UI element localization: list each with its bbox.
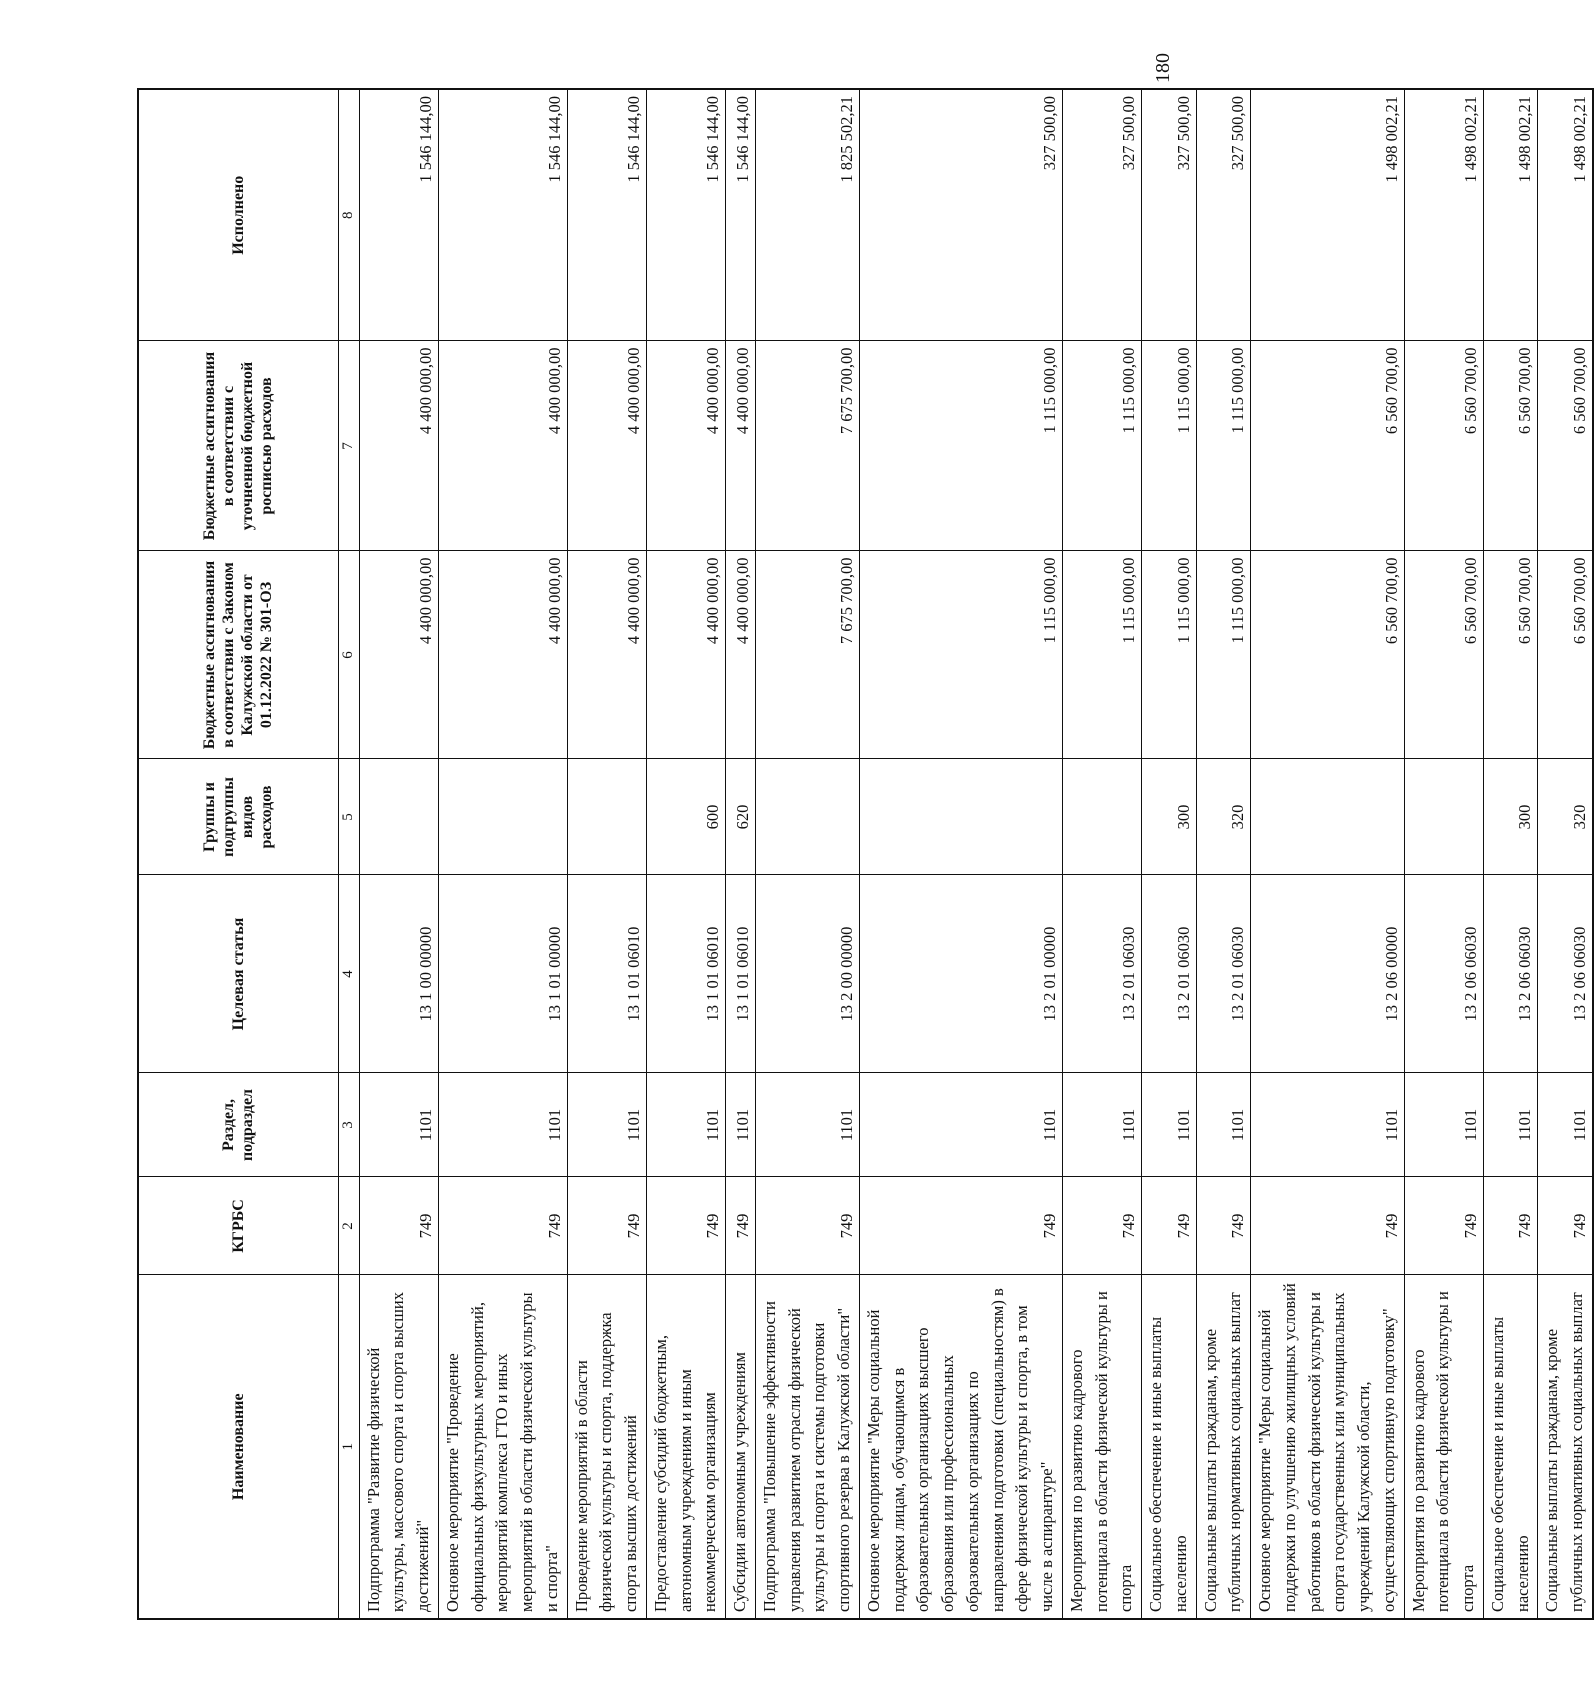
cell-target-article: 13 1 01 00000: [438, 875, 567, 1073]
cell-expense-group: 300: [1142, 759, 1197, 875]
cell-executed: 1 498 002,21: [1483, 89, 1538, 341]
page-number: 180: [1152, 53, 1174, 83]
cell-law-allocation: 4 400 000,00: [359, 551, 438, 759]
cell-budget-allocation: 6 560 700,00: [1538, 341, 1593, 551]
column-number-row: [338, 89, 359, 1619]
cell-kgrbs: 749: [567, 1177, 646, 1275]
cell-law-allocation: 6 560 700,00: [1251, 551, 1405, 759]
header-name: Наименование: [138, 1275, 338, 1619]
cell-law-allocation: 6 560 700,00: [1538, 551, 1593, 759]
table-row: [438, 89, 567, 1619]
cell-razdel: 1101: [1142, 1073, 1197, 1177]
table-row: [1251, 89, 1405, 1619]
cell-razdel: 1101: [1404, 1073, 1483, 1177]
cell-budget-allocation: 4 400 000,00: [567, 341, 646, 551]
header-expense-groups: Группы и подгруппы видов расходов: [138, 759, 338, 875]
column-number: 2: [338, 1177, 359, 1275]
cell-law-allocation: 4 400 000,00: [646, 551, 725, 759]
cell-name: Проведение мероприятий в области физической культуры и спорта, поддержка спорта высших достижений: [567, 1275, 646, 1619]
cell-kgrbs: 749: [1196, 1177, 1251, 1275]
table-row: [859, 89, 1062, 1619]
header-razdel: Раздел, подраздел: [138, 1073, 338, 1177]
cell-name: Субсидии автономным учреждениям: [726, 1275, 756, 1619]
table-row: [1196, 89, 1251, 1619]
cell-law-allocation: 6 560 700,00: [1483, 551, 1538, 759]
cell-target-article: 13 1 01 06010: [646, 875, 725, 1073]
cell-executed: 1 498 002,21: [1538, 89, 1593, 341]
cell-kgrbs: 749: [646, 1177, 725, 1275]
header-executed: Исполнено: [138, 89, 338, 341]
cell-kgrbs: 749: [1142, 1177, 1197, 1275]
cell-expense-group: [1404, 759, 1483, 875]
cell-target-article: 13 2 01 00000: [859, 875, 1062, 1073]
cell-target-article: 13 2 01 06030: [1062, 875, 1141, 1073]
cell-name: Социальное обеспечение и иные выплаты населению: [1142, 1275, 1197, 1619]
cell-expense-group: 600: [646, 759, 725, 875]
cell-budget-allocation: 1 115 000,00: [1062, 341, 1141, 551]
cell-name: Мероприятия по развитию кадрового потенциала в области физической культуры и спорта: [1062, 1275, 1141, 1619]
cell-name: Предоставление субсидий бюджетным, автономным учреждениям и иным некоммерческим организациям: [646, 1275, 725, 1619]
cell-expense-group: [859, 759, 1062, 875]
cell-name: Основное мероприятие "Меры социальной поддержки лицам, обучающимся в образовательных организациях высшего образования или профессиональных образовательных организациях по направлениям подготовки (специальностям) в сфере физической культуры и спорта, в том числе в аспирантуре": [859, 1275, 1062, 1619]
cell-razdel: 1101: [438, 1073, 567, 1177]
cell-kgrbs: 749: [1062, 1177, 1141, 1275]
cell-kgrbs: 749: [438, 1177, 567, 1275]
table-body: [359, 89, 1593, 1619]
cell-target-article: 13 1 01 06010: [726, 875, 756, 1073]
cell-expense-group: [359, 759, 438, 875]
cell-law-allocation: 4 400 000,00: [438, 551, 567, 759]
cell-razdel: 1101: [859, 1073, 1062, 1177]
cell-expense-group: 320: [1538, 759, 1593, 875]
cell-kgrbs: 749: [1538, 1177, 1593, 1275]
cell-budget-allocation: 1 115 000,00: [1142, 341, 1197, 551]
cell-name: Основное мероприятие "Проведение официальных физкультурных мероприятий, мероприятий комплекса ГТО и иных мероприятий в области физической культуры и спорта": [438, 1275, 567, 1619]
cell-name: Социальные выплаты гражданам, кроме публичных нормативных социальных выплат: [1196, 1275, 1251, 1619]
cell-razdel: 1101: [1196, 1073, 1251, 1177]
cell-target-article: 13 2 06 06030: [1483, 875, 1538, 1073]
cell-executed: 327 500,00: [1142, 89, 1197, 341]
cell-law-allocation: 6 560 700,00: [1404, 551, 1483, 759]
cell-target-article: 13 2 00 00000: [755, 875, 859, 1073]
cell-kgrbs: 749: [1483, 1177, 1538, 1275]
cell-budget-allocation: 4 400 000,00: [646, 341, 725, 551]
cell-target-article: 13 1 00 00000: [359, 875, 438, 1073]
column-number: 4: [338, 875, 359, 1073]
column-number: 1: [338, 1275, 359, 1619]
budget-table: [137, 88, 1594, 1620]
cell-target-article: 13 2 06 06030: [1538, 875, 1593, 1073]
cell-expense-group: [1062, 759, 1141, 875]
cell-target-article: 13 2 01 06030: [1196, 875, 1251, 1073]
cell-budget-allocation: 1 115 000,00: [859, 341, 1062, 551]
column-number: 8: [338, 89, 359, 341]
cell-budget-allocation: 6 560 700,00: [1404, 341, 1483, 551]
cell-razdel: 1101: [755, 1073, 859, 1177]
table-row: [1404, 89, 1483, 1619]
column-number: 7: [338, 341, 359, 551]
cell-razdel: 1101: [1538, 1073, 1593, 1177]
table-row: [567, 89, 646, 1619]
header-target-article: Целевая статья: [138, 875, 338, 1073]
cell-kgrbs: 749: [1251, 1177, 1405, 1275]
header-kgrbs: КГРБС: [138, 1177, 338, 1275]
cell-kgrbs: 749: [859, 1177, 1062, 1275]
cell-name: Подпрограмма "Развитие физической культуры, массового спорта и спорта высших достижений": [359, 1275, 438, 1619]
cell-executed: 1 546 144,00: [567, 89, 646, 341]
cell-kgrbs: 749: [359, 1177, 438, 1275]
cell-law-allocation: 4 400 000,00: [567, 551, 646, 759]
cell-executed: 1 498 002,21: [1404, 89, 1483, 341]
cell-expense-group: [1251, 759, 1405, 875]
cell-law-allocation: 7 675 700,00: [755, 551, 859, 759]
cell-budget-allocation: 4 400 000,00: [438, 341, 567, 551]
rotated-table-wrapper: [137, 90, 1589, 1620]
cell-budget-allocation: 7 675 700,00: [755, 341, 859, 551]
cell-razdel: 1101: [567, 1073, 646, 1177]
cell-executed: 327 500,00: [1196, 89, 1251, 341]
cell-budget-allocation: 1 115 000,00: [1196, 341, 1251, 551]
table-row: [755, 89, 859, 1619]
table-row: [1142, 89, 1197, 1619]
cell-executed: 1 546 144,00: [646, 89, 725, 341]
table-row: [359, 89, 438, 1619]
cell-expense-group: [438, 759, 567, 875]
cell-target-article: 13 2 06 00000: [1251, 875, 1405, 1073]
cell-executed: 1 546 144,00: [726, 89, 756, 341]
cell-law-allocation: 4 400 000,00: [726, 551, 756, 759]
cell-razdel: 1101: [359, 1073, 438, 1177]
cell-expense-group: 620: [726, 759, 756, 875]
header-budget-allocations: Бюджетные ассигнования в соответствии с уточненной бюджетной росписью расходов: [138, 341, 338, 551]
cell-razdel: 1101: [1062, 1073, 1141, 1177]
cell-law-allocation: 1 115 000,00: [859, 551, 1062, 759]
cell-name: Социальные выплаты гражданам, кроме публичных нормативных социальных выплат: [1538, 1275, 1593, 1619]
cell-name: Мероприятия по развитию кадрового потенциала в области физической культуры и спорта: [1404, 1275, 1483, 1619]
cell-kgrbs: 749: [726, 1177, 756, 1275]
column-number: 3: [338, 1073, 359, 1177]
cell-budget-allocation: 4 400 000,00: [726, 341, 756, 551]
cell-razdel: 1101: [1483, 1073, 1538, 1177]
cell-name: Социальное обеспечение и иные выплаты населению: [1483, 1275, 1538, 1619]
cell-target-article: 13 1 01 06010: [567, 875, 646, 1073]
cell-executed: 1 546 144,00: [359, 89, 438, 341]
cell-executed: 327 500,00: [859, 89, 1062, 341]
cell-razdel: 1101: [1251, 1073, 1405, 1177]
cell-kgrbs: 749: [755, 1177, 859, 1275]
cell-name: Основное мероприятие "Меры социальной поддержки по улучшению жилищных условий работников в области физической культуры и спорта государственных или муниципальных учреждений Калужской области, осуществляющих спортивную подготовку": [1251, 1275, 1405, 1619]
cell-target-article: 13 2 06 06030: [1404, 875, 1483, 1073]
cell-executed: 327 500,00: [1062, 89, 1141, 341]
cell-kgrbs: 749: [1404, 1177, 1483, 1275]
cell-expense-group: 320: [1196, 759, 1251, 875]
cell-razdel: 1101: [646, 1073, 725, 1177]
cell-executed: 1 546 144,00: [438, 89, 567, 341]
cell-budget-allocation: 6 560 700,00: [1483, 341, 1538, 551]
header-law-allocations: Бюджетные ассигнования в соответствии с Законом Калужской области от 01.12.2022 № 301-ОЗ: [138, 551, 338, 759]
cell-expense-group: 300: [1483, 759, 1538, 875]
column-number: 6: [338, 551, 359, 759]
cell-razdel: 1101: [726, 1073, 756, 1177]
header-row: [138, 89, 338, 1619]
table-row: [1538, 89, 1593, 1619]
column-number: 5: [338, 759, 359, 875]
cell-expense-group: [567, 759, 646, 875]
cell-law-allocation: 1 115 000,00: [1196, 551, 1251, 759]
cell-law-allocation: 1 115 000,00: [1062, 551, 1141, 759]
cell-target-article: 13 2 01 06030: [1142, 875, 1197, 1073]
cell-expense-group: [755, 759, 859, 875]
cell-executed: 1 498 002,21: [1251, 89, 1405, 341]
cell-executed: 1 825 502,21: [755, 89, 859, 341]
table-row: [1062, 89, 1141, 1619]
cell-name: Подпрограмма "Повышение эффективности управления развитием отрасли физической культуры и спорта и системы подготовки спортивного резерва в Калужской области": [755, 1275, 859, 1619]
table-row: [646, 89, 725, 1619]
cell-law-allocation: 1 115 000,00: [1142, 551, 1197, 759]
cell-budget-allocation: 4 400 000,00: [359, 341, 438, 551]
table-row: [726, 89, 756, 1619]
cell-budget-allocation: 6 560 700,00: [1251, 341, 1405, 551]
table-row: [1483, 89, 1538, 1619]
